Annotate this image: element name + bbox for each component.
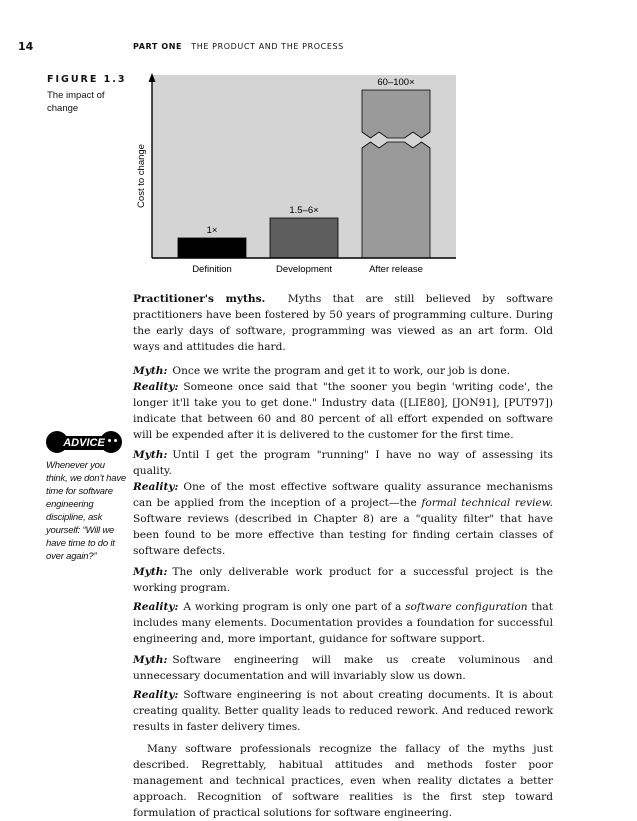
x-tick-labels-group (192, 264, 423, 275)
advice-eye-icon (114, 439, 117, 442)
reality-4-text: Software engineering is not about creating documents. It is about creating quality. Better quality leads to reduced rework. And reduced rework results in faster delivery times. (133, 689, 553, 733)
myth-1 (133, 363, 553, 379)
reality-label: Reality: (133, 381, 179, 393)
bar-definition (178, 238, 246, 258)
cost-of-change-chart (130, 70, 460, 280)
section-intro: Myths that are still believed by software practitioners have been fostered by 50 years of programming culture. During the early days of software, programming was viewed as an art form. Old ways and attitudes die hard. (133, 293, 553, 353)
reality-2-term: formal technical review. (421, 497, 553, 509)
reality-1-text: Someone once said that "the sooner you begin 'writing code', the longer it'll take you to get done." Industry data ([LIE80], [JON91], [PUT97]) indicate that between 60 and 80 percent of all effort expended on software will be expended after it is delivered to the customer for the first time. (133, 381, 553, 441)
bar-after-release-upper (362, 90, 430, 138)
value-label: 1× (206, 225, 218, 236)
advice-text: Whenever you think, we don’t have time for software engineering discipline, ask yourself: “Will we have time to do it over again?” (46, 460, 126, 562)
myth-label: Myth: (133, 365, 168, 377)
reality-1 (133, 379, 553, 443)
advice-badge (46, 428, 126, 456)
x-tick-label: After release (369, 264, 423, 275)
section-paragraph (133, 291, 553, 355)
myth-2 (133, 447, 553, 479)
reality-3-text-a: A working program is only one part of a (183, 601, 406, 613)
myth-3 (133, 564, 553, 596)
advice-sidebar (46, 428, 126, 563)
page-number: 14 (18, 40, 34, 53)
myth-3-text: The only deliverable work product for a successful project is the working program. (133, 566, 553, 594)
part-title: THE PRODUCT AND THE PROCESS (191, 42, 344, 51)
reality-2-text-a: One of the most effective software quality assurance mechanisms can be applied from the inception of a project—the (133, 481, 553, 509)
x-tick-label: Development (276, 264, 332, 275)
value-label: 1.5–6× (289, 205, 319, 216)
myth-4 (133, 652, 553, 684)
advice-badge-text: ADVICE (63, 437, 105, 449)
reality-2 (133, 479, 553, 559)
reality-2-text-b: Software reviews (described in Chapter 8) are a "quality filter" that have been found to be more effective than testing for finding certain classes of software defects. (133, 513, 553, 557)
myth-label: Myth: (133, 566, 168, 578)
reality-3-term: software configuration (405, 601, 528, 613)
x-tick-label: Definition (192, 264, 232, 275)
figure-title: The impact of change (47, 90, 105, 114)
myth-label: Myth: (133, 449, 168, 461)
reality-label: Reality: (133, 601, 179, 613)
reality-4 (133, 687, 553, 735)
reality-label: Reality: (133, 481, 179, 493)
bar-after-release (362, 90, 430, 258)
reality-3-text-b: that includes many elements. Documentation provides a foundation for successful engineering and, more important, guidance for software support. (133, 601, 553, 645)
myth-4-text: Software engineering will make us create voluminous and unnecessary documentation and will invariably slow us down. (133, 654, 553, 682)
section-title: Practitioner's myths. (133, 293, 266, 305)
y-axis-label: Cost to change (136, 144, 147, 208)
myth-1-text: Once we write the program and get it to work, our job is done. (172, 365, 510, 377)
myth-2-text: Until I get the program "running" I have no way of assessing its quality. (133, 449, 553, 477)
bar-development (270, 218, 338, 258)
closing-paragraph: Many software professionals recognize the fallacy of the myths just described. Regrettably, habitual attitudes and methods foster poor management and technical practices, even when reality dictates a better approach. Recognition of software realities is the first step toward formulation of practical solutions for software engineering. (133, 743, 553, 819)
reality-label: Reality: (133, 689, 179, 701)
value-label: 60–100× (377, 77, 415, 88)
reality-3 (133, 599, 553, 647)
figure-label: FIGURE 1.3 (47, 74, 127, 85)
body-text (133, 291, 553, 821)
running-head (133, 42, 344, 51)
myth-label: Myth: (133, 654, 168, 666)
bar-after-release-lower (362, 142, 430, 258)
part-label: PART ONE (133, 42, 183, 51)
